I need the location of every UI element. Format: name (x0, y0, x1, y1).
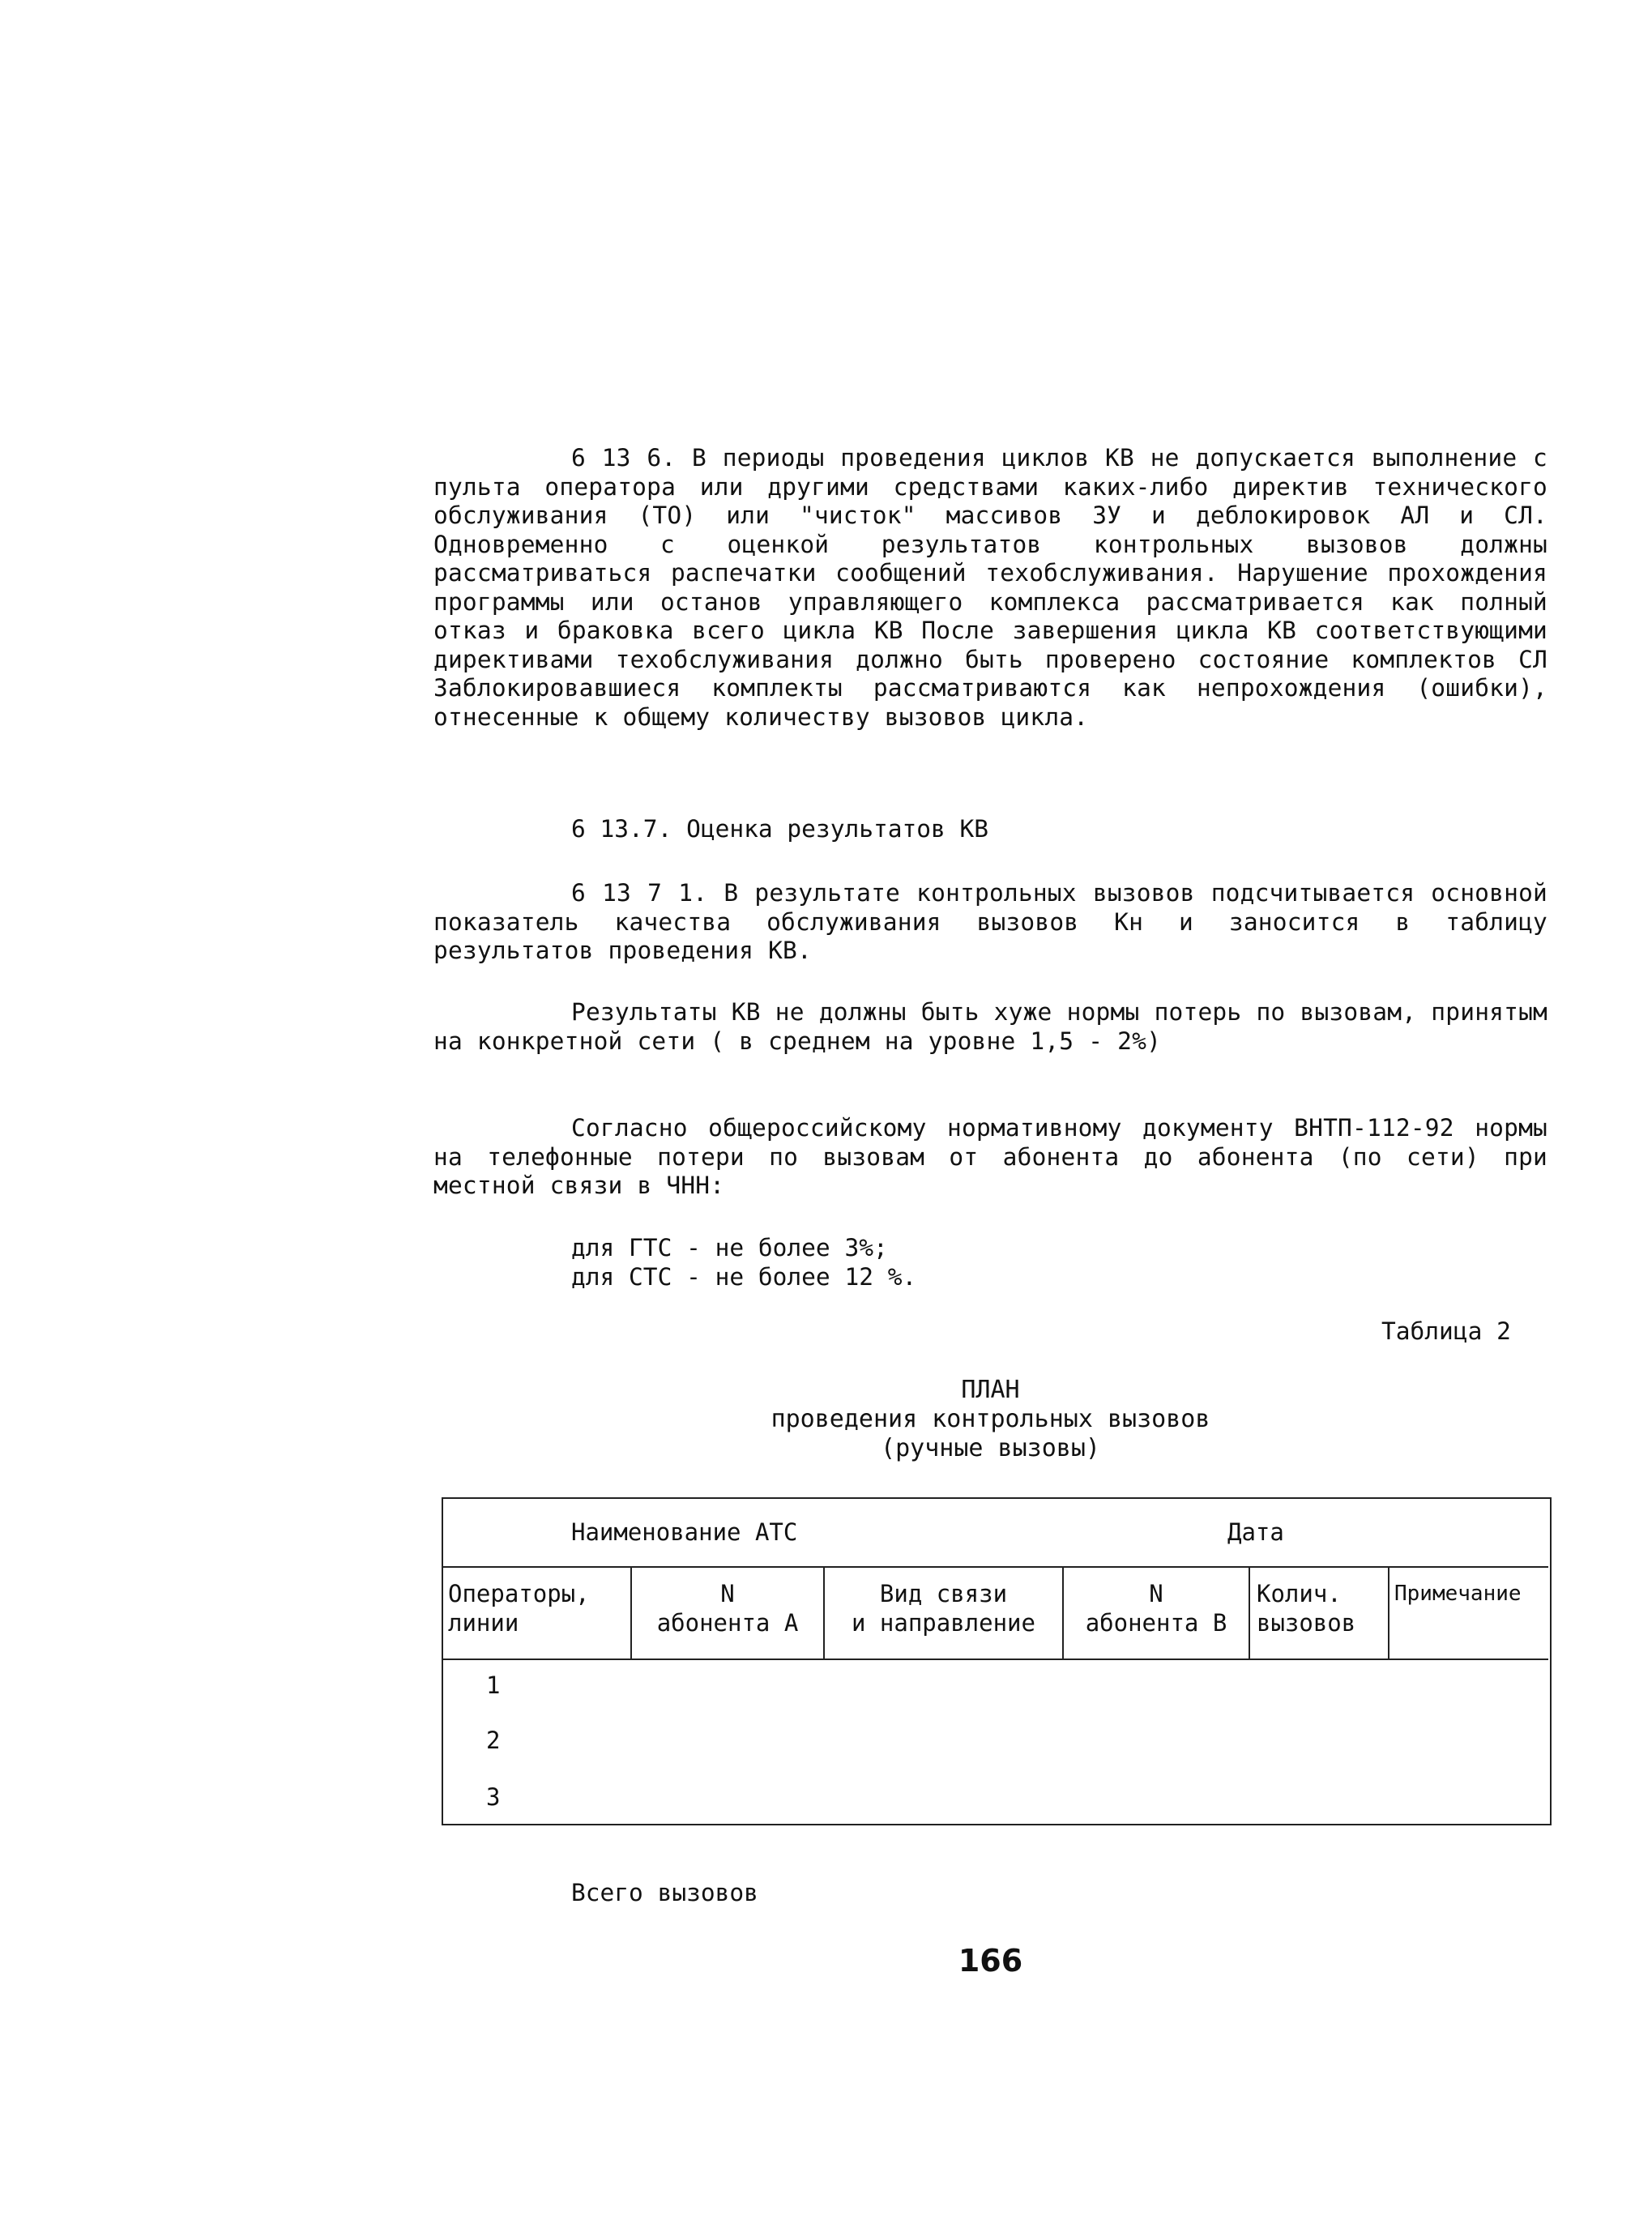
column-header-call-count (1250, 1568, 1389, 1659)
column-header-subscriber-a (632, 1568, 825, 1659)
table-header-row-ats (442, 1497, 1548, 1568)
column-header-text: Примечание (1394, 1582, 1522, 1606)
norm-gts: для ГТС - не более 3%; (571, 1234, 888, 1262)
column-header-text: Вид связи (879, 1580, 1008, 1607)
paragraph-results-norm: Результаты КВ не должны быть хуже нормы потерь по вызовам, принятым на конкретной сети ( в среднем на уровне 1,5 - 2%) (433, 998, 1547, 1055)
column-header-text: абонента В (1085, 1609, 1227, 1637)
page-number: 166 (958, 1943, 1023, 1979)
norm-sts: для СТС - не более 12 %. (571, 1263, 917, 1291)
column-header-text: Колич. (1257, 1580, 1342, 1607)
paragraph-6-13-6: 6 13 6. В периоды проведения циклов КВ не допускается выполнение с пульта оператора или другими средствами каких-либо директив технического обслуживания (ТО) или "чисток" массивов ЗУ и деблокировок АЛ и СЛ. Одновременно с оценкой результатов контрольных вызовов должны рассматриваться распечатки сообщений техобслуживания. Нарушение прохождения программы или останов управляющего комплекса рассматривается как полный отказ и браковка всего цикла КВ После завершения цикла КВ соответствующими директивами техобслуживания должно быть проверено состояние комплектов СЛ Заблокировавшиеся комплекты рассматриваются как непрохождения (ошибки), отнесенные к общему количеству вызовов цикла. (433, 444, 1547, 731)
column-header-text: N (720, 1580, 735, 1607)
column-header-text: N (1149, 1580, 1163, 1607)
table-caption: Таблица 2 (1381, 1317, 1511, 1345)
table-row-number: 1 (486, 1671, 501, 1699)
plan-title: ПЛАН (961, 1376, 1020, 1404)
column-header-connection-type (825, 1568, 1064, 1659)
column-header-text: и направление (852, 1609, 1035, 1637)
column-header-operators (442, 1568, 632, 1659)
column-header-text: линии (448, 1609, 519, 1637)
column-header-text: Операторы, (448, 1580, 590, 1607)
plan-subtitle-note: (ручные вызовы) (881, 1434, 1100, 1462)
column-header-text: абонента А (656, 1609, 799, 1637)
paragraph-6-13-7-1: 6 13 7 1. В результате контрольных вызовов подсчитывается основной показатель качества обслуживания вызовов Кн и заносится в таблицу результатов проведения КВ. (433, 879, 1547, 964)
plan-table (442, 1497, 1552, 1825)
paragraph-vntp-norms: Согласно общероссийскому нормативному документу ВНТП-112-92 нормы на телефонные потери по вызовам от абонента до абонента (по сети) при местной связи в ЧНН: (433, 1114, 1547, 1199)
header-ats-name: Наименование АТС (571, 1518, 798, 1546)
table-header-row-columns (442, 1568, 1548, 1660)
table-row-number: 3 (486, 1783, 501, 1811)
column-header-subscriber-b (1064, 1568, 1250, 1659)
total-calls-label: Всего вызовов (571, 1879, 758, 1906)
column-header-text: вызовов (1257, 1609, 1356, 1637)
table-row-number: 2 (486, 1727, 501, 1754)
header-date: Дата (1227, 1518, 1284, 1546)
heading-6-13-7: 6 13.7. Оценка результатов КВ (571, 815, 989, 843)
column-header-notes (1389, 1568, 1548, 1659)
plan-subtitle: проведения контрольных вызовов (771, 1405, 1210, 1433)
